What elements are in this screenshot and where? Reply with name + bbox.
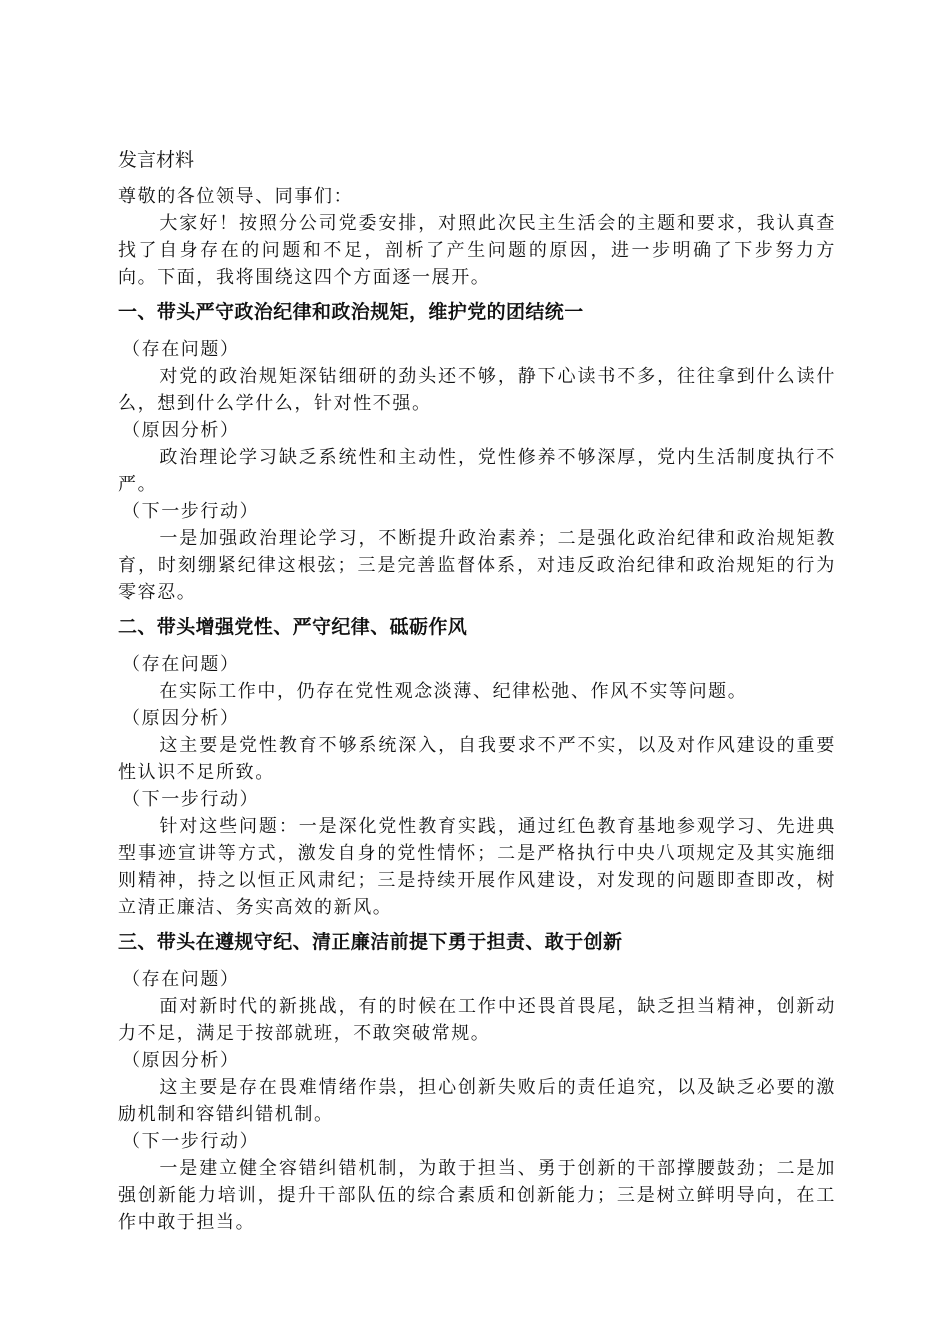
cause-label: （原因分析）: [122, 1050, 240, 1071]
problem-text: 在实际工作中，仍存在党性观念淡薄、纪律松弛、作风不实等问题。: [159, 681, 748, 702]
problem-label: （存在问题）: [122, 969, 240, 990]
intro-paragraph: 大家好！按照分公司党委安排，对照此次民主生活会的主题和要求，我认真查找了自身存在的问题和不足，剖析了产生问题的原因，进一步明确了下步努力方向。下面，我将围绕这四个方面逐一展开。: [118, 213, 836, 288]
cause-text: 这主要是存在畏难情绪作祟，担心创新失败后的责任追究，以及缺乏必要的激励机制和容错纠错机制。: [118, 1077, 836, 1125]
cause-text: 这主要是党性教育不够系统深入，自我要求不严不实，以及对作风建设的重要性认识不足所致。: [118, 735, 836, 783]
salutation: 尊敬的各位领导、同事们：: [118, 186, 354, 207]
section-heading: 一、带头严守政治纪律和政治规矩，维护党的团结统一: [118, 301, 584, 323]
cause-label: （原因分析）: [122, 420, 240, 441]
action-label: （下一步行动）: [122, 1131, 260, 1152]
document-title: 发言材料: [118, 149, 195, 171]
section-1: [118, 298, 836, 606]
problem-text: 面对新时代的新挑战，有的时候在工作中还畏首畏尾，缺乏担当精神，创新动力不足，满足于按部就班，不敢突破常规。: [118, 996, 836, 1044]
problem-label: （存在问题）: [122, 339, 240, 360]
section-heading: 二、带头增强党性、严守纪律、砥砺作风: [118, 616, 468, 638]
problem-label: （存在问题）: [122, 654, 240, 675]
action-text: 针对这些问题：一是深化党性教育实践，通过红色教育基地参观学习、先进典型事迹宣讲等方式，激发自身的党性情怀；二是严格执行中央八项规定及其实施细则精神，持之以恒正风肃纪；三是持续开展作风建设，对发现的问题即查即改，树立清正廉洁、务实高效的新风。: [118, 816, 836, 918]
problem-text: 对党的政治规矩深钻细研的劲头还不够，静下心读书不多，往往拿到什么读什么，想到什么学什么，针对性不强。: [118, 366, 836, 414]
cause-text: 政治理论学习缺乏系统性和主动性，党性修养不够深厚，党内生活制度执行不严。: [118, 447, 836, 495]
cause-label: （原因分析）: [122, 708, 240, 729]
action-label: （下一步行动）: [122, 501, 260, 522]
section-heading: 三、带头在遵规守纪、清正廉洁前提下勇于担责、敢于创新: [118, 931, 623, 953]
document-page: [118, 146, 836, 1236]
section-3: [118, 928, 836, 1236]
action-text: 一是加强政治理论学习，不断提升政治素养；二是强化政治纪律和政治规矩教育，时刻绷紧纪律这根弦；三是完善监督体系，对违反政治纪律和政治规矩的行为零容忍。: [118, 528, 836, 603]
action-label: （下一步行动）: [122, 789, 260, 810]
section-2: [118, 613, 836, 921]
action-text: 一是建立健全容错纠错机制，为敢于担当、勇于创新的干部撑腰鼓劲；二是加强创新能力培训，提升干部队伍的综合素质和创新能力；三是树立鲜明导向，在工作中敢于担当。: [118, 1158, 836, 1233]
